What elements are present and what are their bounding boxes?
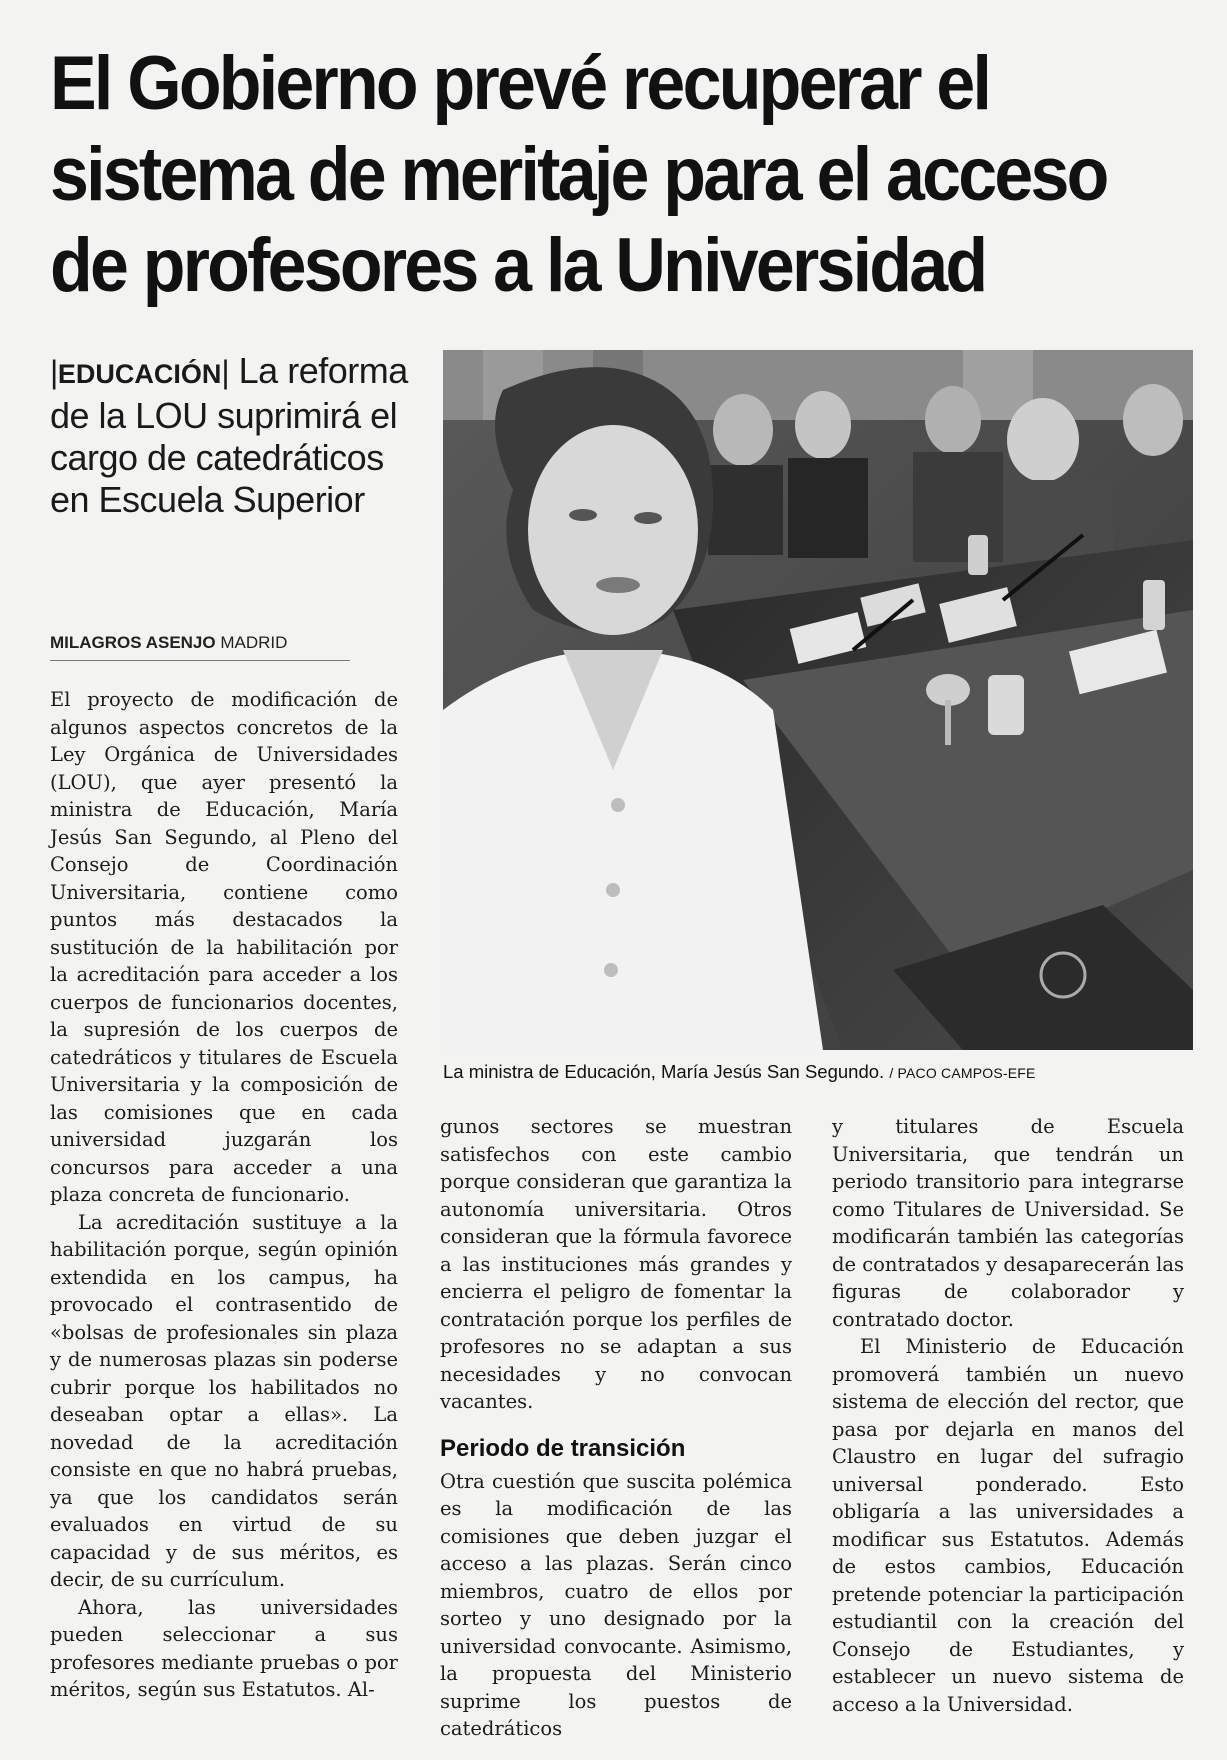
section-subheading: Periodo de transición — [440, 1434, 686, 1462]
headline-line-1: El Gobierno prevé recuperar el — [50, 41, 990, 126]
paragraph-3-end: gunos sectores se muestran satisfechos con este cambio porque consideran que garantiza la autonomía universitaria. Otros consideran que la fórmula favorece a las instituciones más grandes y encierra el peligro de fomentar la contratación porque los perfiles de profesores no se adaptan a sus necesidades y no convocan vacantes. — [440, 1115, 792, 1413]
photo-caption — [443, 1060, 1203, 1085]
paragraph-5: El Ministerio de Educación promoverá también un nuevo sistema de elección del rector, que pasa por dejarla en manos del Claustro en lugar del sufragio universal ponderado. Esto obligaría a las universidades a modificar sus Estatutos. Además de estos cambios, Educación pretende potenciar la participación estudiantil con la creación del Consejo de Estudiantes, y establecer un nuevo sistema de acceso a la Universidad. — [832, 1335, 1184, 1716]
headline-line-2: sistema de meritaje para el acceso — [50, 132, 1107, 217]
section-tag: EDUCACIÓN — [57, 359, 222, 389]
paragraph-4-end: y titulares de Escuela Universitaria, que tendrán un periodo transitorio para integrarse como Titulares de Universidad. Se modificarán también las categorías de contratados y desaparecerán las figuras de colaborador y contratado doctor. — [832, 1115, 1184, 1331]
headline — [50, 38, 1108, 311]
summary-text: La reforma de la LOU suprimirá el cargo de catedráticos en Escuela Superior — [50, 350, 408, 520]
headline-line-3: de profesores a la Universidad — [50, 223, 986, 308]
byline-location: MADRID — [220, 633, 288, 652]
article-summary — [50, 350, 410, 521]
paragraph-2: La acreditación sustituye a la habilitación porque, según opinión extendida en los campus, ha provocado el contrasentido de «bolsas de profesionales sin plaza y de numerosas plazas sin poderse cubrir porque los habilitados no deseaban optar a ellas». La novedad de la acreditación consiste en que no habrá pruebas, ya que los candidatos serán evaluados en virtud de su capacidad y de sus méritos, es decir, de su currículum. — [50, 1210, 398, 1591]
article-column-2 — [440, 1113, 792, 1743]
paragraph-3-start: Ahora, las universidades pueden seleccionar a sus profesores mediante pruebas o por méritos, según sus Estatutos. Al- — [50, 1595, 398, 1701]
byline-author: MILAGROS ASENJO — [50, 633, 216, 652]
photo-caption-text: La ministra de Educación, María Jesús San Segundo. — [443, 1061, 885, 1082]
photo-credit: / PACO CAMPOS-EFE — [889, 1065, 1036, 1081]
article-photo — [443, 350, 1193, 1050]
photo-image — [443, 350, 1193, 1050]
byline — [50, 632, 350, 661]
article-column-3 — [832, 1113, 1184, 1718]
article-column-1 — [50, 686, 398, 1704]
paragraph-1: El proyecto de modificación de algunos aspectos concretos de la Ley Orgánica de Universidades (LOU), que ayer presentó la ministra de Educación, María Jesús San Segundo, al Pleno del Consejo de Coordinación Universitaria, contiene como puntos más destacados la sustitución de la habilitación por la acreditación para acceder a los cuerpos de funcionarios docentes, la supresión de los cuerpos de catedráticos y titulares de Escuela Universitaria y la composición de las comisiones que en cada universidad juzgarán los concursos para acceder a una plaza concreta de funcionario. — [50, 688, 398, 1206]
section-divider-right: | — [221, 354, 230, 390]
paragraph-4: Otra cuestión que suscita polémica es la modificación de las comisiones que deben juzgar el acceso a las plazas. Serán cinco miembros, cuatro de ellos por sorteo y uno designado por la universidad convocante. Asimismo, la propuesta del Ministerio suprime los puestos de catedráticos — [440, 1469, 792, 1740]
section-divider-left: | — [50, 354, 58, 390]
